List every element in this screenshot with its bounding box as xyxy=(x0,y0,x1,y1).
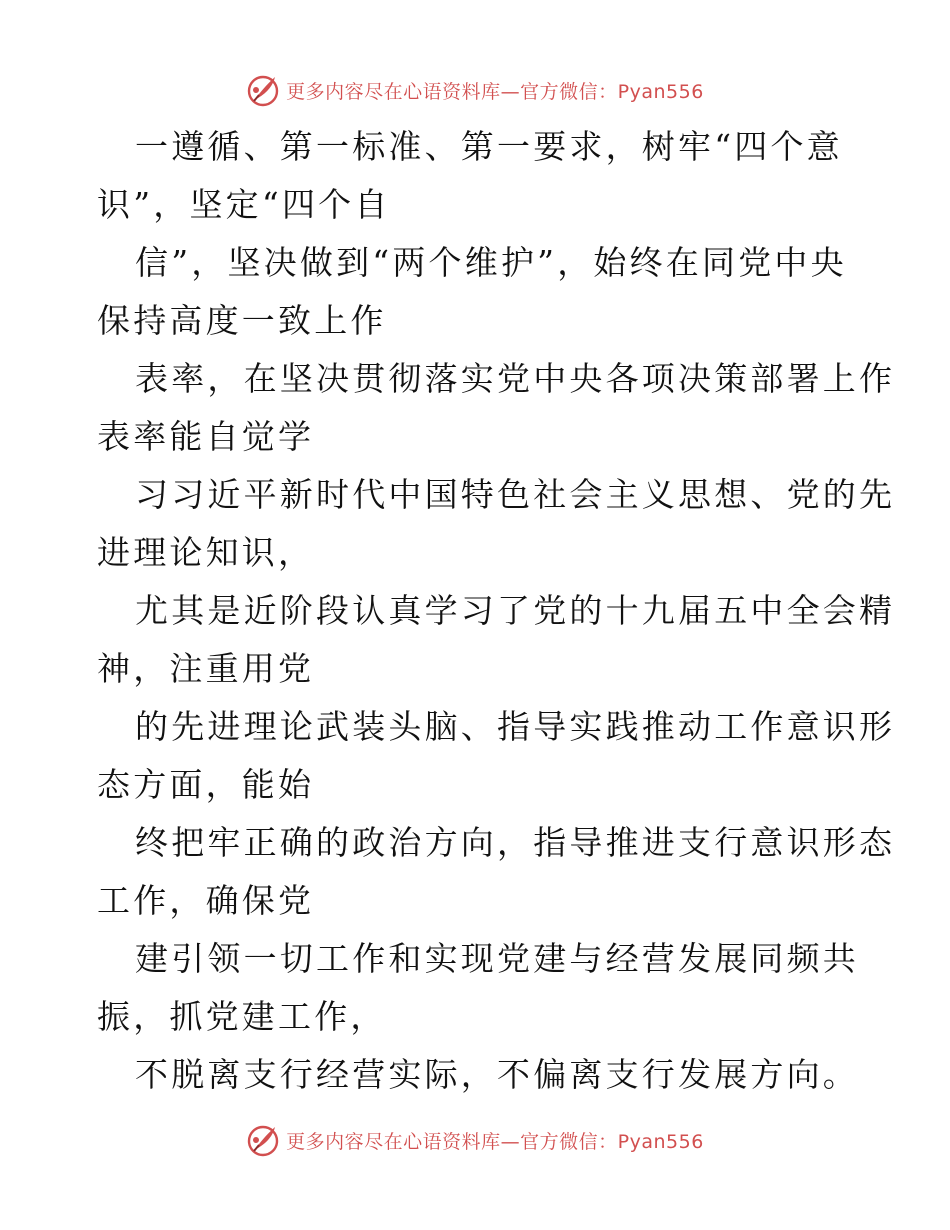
text-line: 的先进理论武装头脑、指导实践推动工作意识形 xyxy=(135,707,896,746)
text-line: 建引领一切工作和实现党建与经营发展同频共 xyxy=(135,939,859,978)
text-line: 终把牢正确的政治方向，指导推进支行意识形态 xyxy=(135,823,896,862)
quill-logo-icon xyxy=(246,73,280,107)
quill-logo-icon xyxy=(246,1123,280,1157)
text-line: 振，抓党建工作， xyxy=(97,997,387,1036)
header-watermark xyxy=(0,70,950,110)
watermark-text: 更多内容尽在心语资料库—官方微信：Pyan556 xyxy=(286,1130,704,1153)
text-line: 一遵循、第一标准、第一要求，树牢“四个意 xyxy=(135,127,843,166)
text-line: 信”，坚决做到“两个维护”，始终在同党中央 xyxy=(135,243,847,282)
text-line: 态方面，能始 xyxy=(97,765,315,804)
text-line: 保持高度一致上作 xyxy=(97,301,387,340)
text-line: 表率，在坚决贯彻落实党中央各项决策部署上作 xyxy=(135,359,896,398)
text-line: 习习近平新时代中国特色社会主义思想、党的先 xyxy=(135,475,896,514)
watermark-text: 更多内容尽在心语资料库—官方微信：Pyan556 xyxy=(286,80,704,103)
footer-watermark xyxy=(0,1120,950,1160)
text-line: 表率能自觉学 xyxy=(97,417,315,456)
document-body xyxy=(97,118,896,1104)
text-line: 不脱离支行经营实际，不偏离支行发展方向。 xyxy=(135,1055,859,1094)
text-line: 工作，确保党 xyxy=(97,881,315,920)
text-line: 尤其是近阶段认真学习了党的十九届五中全会精 xyxy=(135,591,896,630)
text-line: 识”，坚定“四个自 xyxy=(97,185,391,224)
text-line: 神，注重用党 xyxy=(97,649,315,688)
text-line: 进理论知识， xyxy=(97,533,315,572)
